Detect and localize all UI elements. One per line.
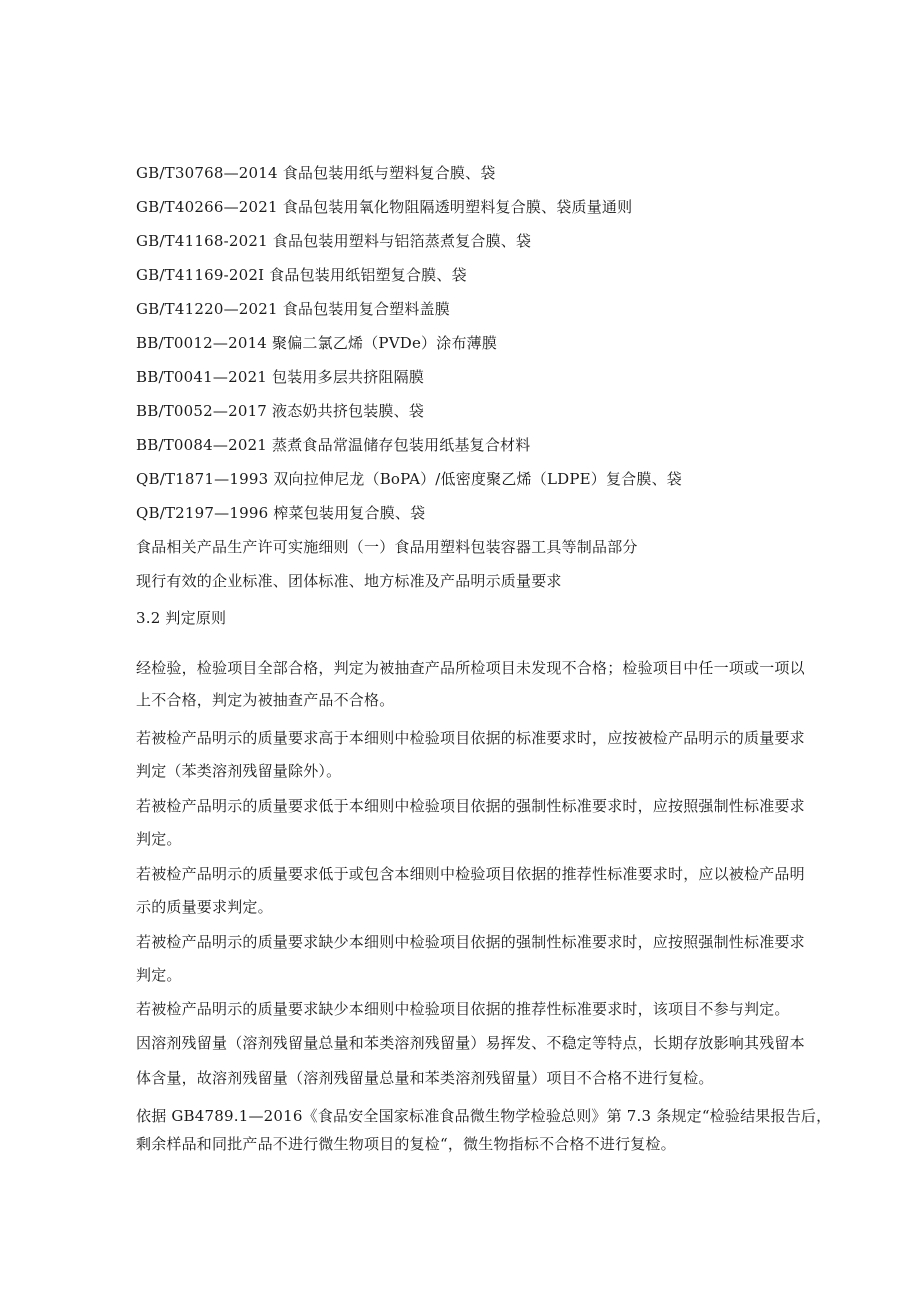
reference-item: GB/T30768—2014 食品包装用纸与塑料复合膜、袋 — [136, 164, 496, 182]
reference-item: QB/T1871—1993 双向拉伸尼龙（BoPA）/低密度聚乙烯（LDPE）复合膜、袋 — [136, 470, 682, 488]
paragraph-line: 经检验，检验项目全部合格，判定为被抽查产品所检项目未发现不合格；检验项目中任一项或一项以 — [136, 659, 805, 677]
paragraph-line: 若被检产品明示的质量要求高于本细则中检验项目依据的标准要求时，应按被检产品明示的质量要求 — [136, 729, 805, 747]
reference-item: BB/T0041—2021 包装用多层共挤阻隔膜 — [136, 368, 425, 386]
paragraph-line: 示的质量要求判定。 — [136, 898, 273, 916]
reference-item: QB/T2197—1996 榨菜包装用复合膜、袋 — [136, 504, 426, 522]
paragraph-line: 依据 GB4789.1—2016《食品安全国家标准食品微生物学检验总则》第 7.3 条规定“检验结果报告后， — [136, 1107, 832, 1125]
paragraph-line: 体含量，故溶剂残留量（溶剂残留量总量和苯类溶剂残留量）项目不合格不进行复检。 — [136, 1069, 714, 1087]
reference-item: 食品相关产品生产许可实施细则（一）食品用塑料包装容器工具等制品部分 — [136, 538, 638, 556]
paragraph-line: 判定。 — [136, 966, 182, 984]
reference-item: BB/T0052—2017 液态奶共挤包装膜、袋 — [136, 402, 425, 420]
paragraph-line: 若被检产品明示的质量要求低于本细则中检验项目依据的强制性标准要求时，应按照强制性标准要求 — [136, 797, 805, 815]
paragraph-line: 若被检产品明示的质量要求缺少本细则中检验项目依据的强制性标准要求时，应按照强制性标准要求 — [136, 933, 805, 951]
paragraph-line: 判定（苯类溶剂残留量除外）。 — [136, 762, 342, 780]
reference-item: BB/T0012—2014 聚偏二氯乙烯（PVDe）涂布薄膜 — [136, 334, 498, 352]
reference-item: GB/T41168-2021 食品包装用塑料与铝箔蒸煮复合膜、袋 — [136, 232, 532, 250]
paragraph-line: 判定。 — [136, 830, 182, 848]
reference-item: GB/T41169-202I 食品包装用纸铝塑复合膜、袋 — [136, 266, 467, 284]
reference-item: BB/T0084—2021 蒸煮食品常温储存包装用纸基复合材料 — [136, 436, 531, 454]
paragraph-line: 剩余样品和同批产品不进行微生物项目的复检“，微生物指标不合格不进行复检。 — [136, 1135, 676, 1153]
reference-item: GB/T41220—2021 食品包装用复合塑料盖膜 — [136, 300, 450, 318]
paragraph-line: 若被检产品明示的质量要求缺少本细则中检验项目依据的推荐性标准要求时，该项目不参与判定。 — [136, 1000, 790, 1018]
paragraph-line: 因溶剂残留量（溶剂残留量总量和苯类溶剂残留量）易挥发、不稳定等特点，长期存放影响其残留本 — [136, 1034, 805, 1052]
paragraph-line: 上不合格，判定为被抽查产品不合格。 — [136, 691, 395, 709]
reference-item: 现行有效的企业标准、团体标准、地方标准及产品明示质量要求 — [136, 572, 562, 590]
paragraph-line: 若被检产品明示的质量要求低于或包含本细则中检验项目依据的推荐性标准要求时，应以被检产品明 — [136, 865, 805, 883]
section-heading: 3.2 判定原则 — [136, 609, 227, 627]
reference-item: GB/T40266—2021 食品包装用氧化物阻隔透明塑料复合膜、袋质量通则 — [136, 198, 633, 216]
